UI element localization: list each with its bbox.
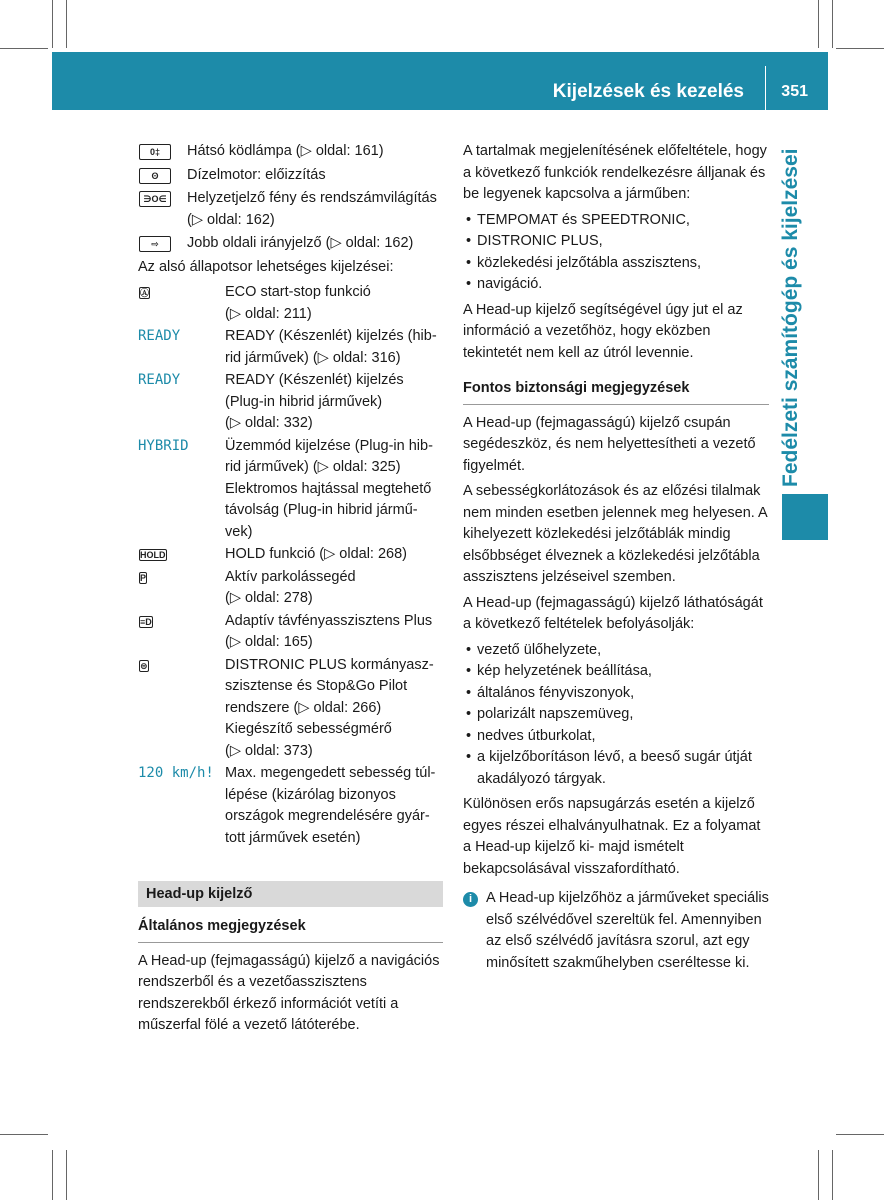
status-item [138, 544, 443, 566]
chapter-side-title: Fedélzeti számítógép és kijelzései [779, 148, 802, 487]
status-text: (Plug-in hibrid járművek) [225, 393, 383, 410]
adaptive-high-beam-icon: ≡D [140, 616, 152, 627]
list-item: • nedves útburkolat, [463, 726, 769, 748]
list-item: • navigáció. [463, 274, 769, 296]
sunlight-text: Különösen erős napsugárzás esetén a kijelző egyes részei elhalványulhatnak. Ez a folyamat a Head-up kijelző ki- majd ismételt bekapcsolásával visszafordítható. [463, 796, 761, 877]
status-text: (▷ oldal: 373) [225, 742, 313, 759]
crop-mark [836, 1134, 884, 1135]
list-item: • a kijelzőborításon lévő, a beeső sugár útját akadályozó tárgyak. [463, 747, 769, 790]
eco-start-stop-icon: Ⓐ [140, 288, 150, 298]
status-text: lépése (kizárólag bizonyos [225, 786, 396, 803]
list-item: • vezető ülőhelyzete, [463, 640, 769, 662]
info-icon: i [463, 892, 478, 907]
icon-item [138, 233, 443, 255]
status-text: tott járművek esetén) [225, 829, 361, 846]
status-text: Max. megengedett sebesség túl- [225, 765, 436, 781]
right-column [463, 141, 769, 974]
section-title-bar: Head-up kijelző [138, 881, 443, 907]
status-key: READY [138, 372, 181, 388]
crop-mark [832, 0, 833, 48]
glow-plug-icon: ʘ [139, 168, 171, 184]
purpose-text: A Head-up kijelző segítségével úgy jut el az információ a vezetőhöz, hogy eközben tekintetét nem kell az útról levennie. [463, 301, 743, 361]
prereq-intro: A tartalmak megjelenítésének előfeltétele, hogy a következő funkciók rendelkezésre álljanak és be legyenek kapcsolva a járműben: [463, 143, 767, 202]
steering-pilot-icon: ⊜ [140, 660, 148, 671]
status-item [138, 763, 443, 849]
info-note-text: A Head-up kijelzőhöz a járműveket speciális első szélvédővel szereltük fel. Amennyiben az első szélvédő javításra szorul, azt egy minősített szakműhelyben cseréltesse ki. [486, 890, 769, 971]
icon-item [138, 165, 443, 187]
crop-mark [52, 0, 53, 48]
status-text: rid járművek) (▷ oldal: 325) [225, 459, 401, 475]
status-text: HOLD funkció (▷ oldal: 268) [225, 546, 408, 562]
status-item [138, 326, 443, 369]
status-text: (▷ oldal: 278) [225, 590, 313, 606]
list-item: • TEMPOMAT és SPEEDTRONIC, [463, 210, 769, 232]
safety-text: A sebességkorlátozások és az előzési tilalmak nem minden esetben jelennek meg helyesen. A kihelyezett közlekedési jelzőtáblák mindig elsőbbséget élveznek a közlekedési jelzőtábla asszisztens jelzéseivel szemben. [463, 483, 767, 585]
status-item [138, 370, 443, 435]
status-text: Kiegészítő sebességmérő [225, 721, 392, 737]
status-text: READY (Készenlét) kijelzés [225, 372, 404, 388]
hold-icon: HOLD [140, 550, 166, 560]
status-key: HYBRID [138, 437, 189, 454]
icon-item [138, 141, 443, 163]
status-item [138, 655, 443, 763]
page-header [52, 52, 828, 110]
general-notes-heading: Általános megjegyzések [138, 907, 443, 943]
status-text: ECO start-stop funkció [225, 284, 371, 300]
status-text: Adaptív távfényasszisztens Plus [225, 612, 433, 629]
left-column [138, 141, 443, 1041]
crop-mark [0, 48, 48, 49]
status-text: vek) [225, 523, 253, 540]
status-text: szisztense és Stop&Go Pilot [225, 678, 408, 694]
status-text: rendszere (▷ oldal: 266) [225, 699, 382, 716]
header-title: Kijelzések és kezelés [552, 81, 744, 102]
status-text: (▷ oldal: 165) [225, 634, 313, 650]
right-turn-signal-icon: ⇨ [139, 236, 171, 252]
prereq-list [463, 210, 769, 296]
list-item: • kép helyzetének beállítása, [463, 661, 769, 683]
header-divider [765, 66, 766, 110]
status-text: Aktív parkolássegéd [225, 568, 356, 585]
status-text: távolság (Plug-in hibrid jármű- [225, 502, 418, 518]
status-text: DISTRONIC PLUS kormányasz- [225, 656, 434, 673]
status-text: READY (Készenlét) kijelzés (hib- [225, 328, 437, 344]
icon-item-text: Jobb oldali irányjelző (▷ oldal: 162) [187, 235, 414, 251]
list-item: • polarizált napszemüveg, [463, 704, 769, 726]
status-text: rid járművek) (▷ oldal: 316) [225, 349, 401, 366]
status-text: (▷ oldal: 332) [225, 415, 313, 431]
status-item [138, 282, 443, 325]
factor-list [463, 640, 769, 791]
status-item [138, 567, 443, 610]
status-key: READY [138, 328, 181, 344]
status-text: országok megrendelésére gyár- [225, 808, 430, 824]
crop-mark [52, 1150, 53, 1200]
chapter-tab-marker [782, 494, 828, 540]
list-item: • DISTRONIC PLUS, [463, 231, 769, 253]
general-notes-text: A Head-up (fejmagasságú) kijelző a navigációs rendszerből és a vezetőasszisztens rendszerekből érkező információt vetíti a műszerfal fölé a vezető látóterébe. [138, 952, 440, 1033]
safety-heading: Fontos biztonsági megjegyzések [463, 368, 769, 405]
visibility-intro: A Head-up (fejmagasságú) kijelző láthatóságát a következő feltételek befolyásolják: [463, 594, 763, 632]
status-text: Elektromos hajtással megtehető [225, 480, 432, 497]
parking-light-icon: ∋O∈ [139, 191, 171, 207]
status-item [138, 436, 443, 544]
status-text: Üzemmód kijelzése (Plug-in hib- [225, 437, 433, 454]
status-text: (▷ oldal: 211) [225, 305, 312, 322]
info-note [463, 888, 769, 974]
crop-mark [818, 0, 819, 48]
crop-mark [66, 0, 67, 48]
icon-item-text: Dízelmotor: előizzítás [187, 166, 326, 183]
icon-item [138, 188, 443, 231]
parking-assist-icon: P [140, 572, 147, 583]
crop-mark [66, 1150, 67, 1200]
crop-mark [832, 1150, 833, 1200]
crop-mark [0, 1134, 48, 1135]
icon-item-text: Helyzetjelző fény és rendszámvilágítás (▷ oldal: 162) [187, 190, 437, 228]
status-key: 120 km/h! [138, 765, 214, 781]
status-bar-intro: Az alsó állapotsor lehetséges kijelzései: [138, 258, 394, 275]
rear-fog-lamp-icon: 0‡ [139, 144, 171, 160]
status-item [138, 611, 443, 654]
safety-text: A Head-up (fejmagasságú) kijelző csupán segédeszköz, és nem helyettesítheti a vezető figyelmét. [463, 414, 756, 474]
crop-mark [818, 1150, 819, 1200]
list-item: • általános fényviszonyok, [463, 683, 769, 705]
crop-mark [836, 48, 884, 49]
page-number: 351 [781, 83, 808, 100]
list-item: • közlekedési jelzőtábla asszisztens, [463, 253, 769, 275]
icon-item-text: Hátsó ködlámpa (▷ oldal: 161) [187, 143, 384, 159]
